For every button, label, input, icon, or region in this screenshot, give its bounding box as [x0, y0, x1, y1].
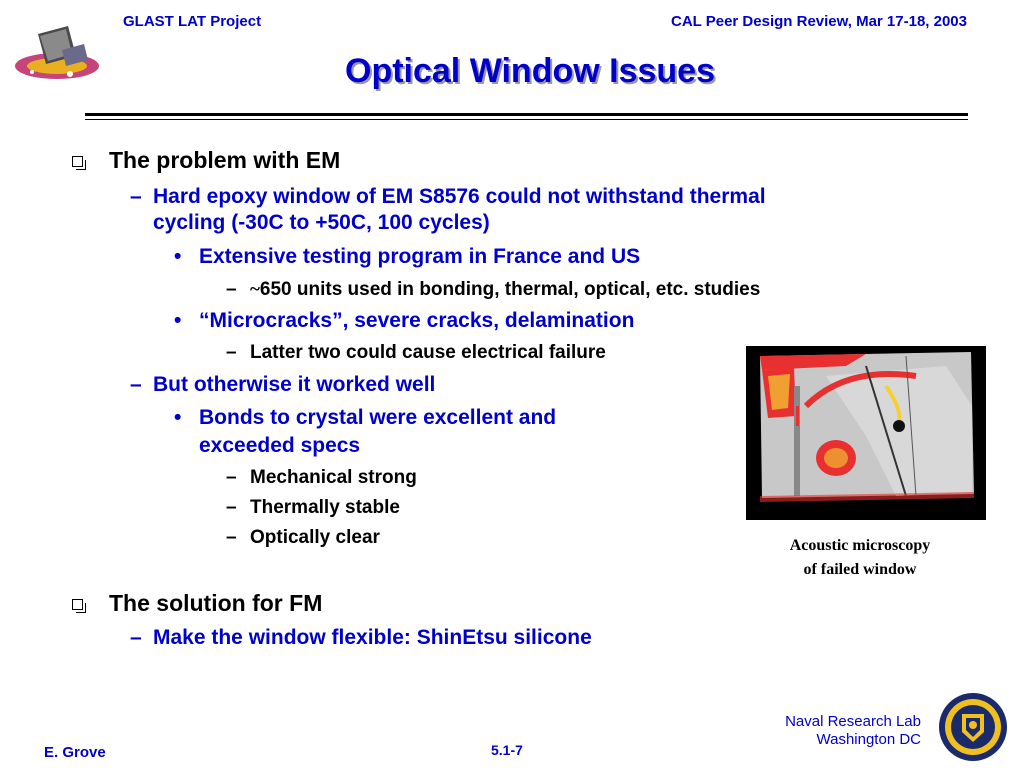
- dash-bullet: –: [226, 279, 237, 300]
- footer-org-line1: Naval Research Lab: [785, 713, 921, 730]
- bonds-line1: Bonds to crystal were excellent and: [199, 406, 557, 429]
- dot-bullet: •: [174, 309, 182, 332]
- units-point: [250, 279, 760, 301]
- dash-bullet: –: [130, 185, 142, 208]
- dash-bullet: –: [226, 527, 237, 548]
- solution-point: Make the window flexible: ShinEtsu silicone: [153, 626, 592, 649]
- dash-bullet: –: [130, 626, 142, 649]
- acoustic-microscopy-image: [746, 346, 986, 520]
- dot-bullet: •: [174, 245, 182, 268]
- title-rule-thick: [85, 113, 968, 116]
- nrl-seal-logo-icon: [938, 692, 1008, 762]
- dash-bullet: –: [130, 373, 142, 396]
- dash-bullet: –: [226, 497, 237, 518]
- worked-point: But otherwise it worked well: [153, 373, 436, 396]
- problem-point-line2: cycling (-30C to +50C, 100 cycles): [153, 211, 490, 234]
- testing-point: Extensive testing program in France and US: [199, 245, 641, 268]
- bonds-line2: exceeded specs: [199, 434, 361, 457]
- failure-point: Latter two could cause electrical failure: [250, 342, 606, 363]
- units-prefix: ~: [250, 279, 260, 300]
- dot-bullet: •: [174, 406, 182, 429]
- dash-bullet: –: [226, 342, 237, 363]
- footer-page-number: 5.1-7: [491, 742, 523, 758]
- checkbox-bullet-icon: [72, 599, 83, 610]
- solution-heading: The solution for FM: [109, 590, 323, 616]
- microcracks-point: “Microcracks”, severe cracks, delamination: [199, 309, 635, 332]
- footer-author: E. Grove: [44, 744, 106, 761]
- dash-bullet: –: [226, 467, 237, 488]
- title-rule-thin: [85, 119, 968, 120]
- mechanical-point: Mechanical strong: [250, 467, 417, 488]
- header-project: GLAST LAT Project: [123, 13, 262, 30]
- header-review: CAL Peer Design Review, Mar 17-18, 2003: [671, 13, 967, 30]
- figure-caption-line2: of failed window: [803, 561, 917, 578]
- thermal-point: Thermally stable: [250, 497, 400, 518]
- optical-point: Optically clear: [250, 527, 380, 548]
- page-title: Optical Window Issues: [345, 52, 715, 90]
- units-text: 650 units used in bonding, thermal, optical, etc. studies: [259, 279, 761, 300]
- problem-heading: The problem with EM: [109, 147, 341, 173]
- problem-point-line1: Hard epoxy window of EM S8576 could not withstand thermal: [153, 185, 766, 208]
- checkbox-bullet-icon: [72, 156, 83, 167]
- footer-org-line2: Washington DC: [816, 731, 921, 748]
- figure-caption-line1: Acoustic microscopy: [789, 537, 931, 554]
